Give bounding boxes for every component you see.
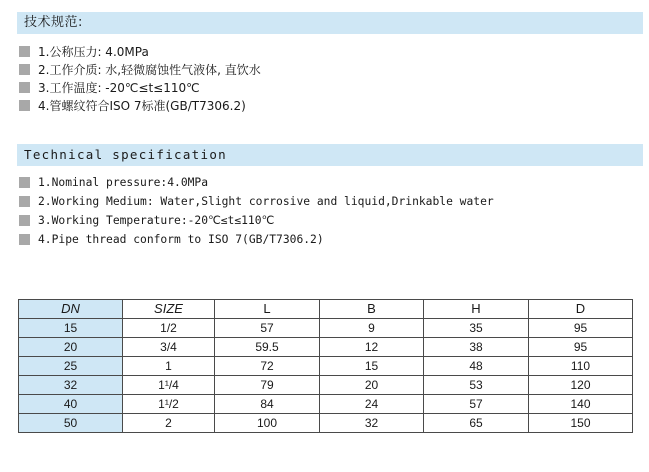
cell-size: 1¹/2 <box>123 395 215 414</box>
spec-text: 1.Nominal pressure:4.0MPa <box>38 176 209 189</box>
cell-size: 1/2 <box>123 319 215 338</box>
cell-dn: 40 <box>19 395 123 414</box>
spec-text: 4.管螺纹符合ISO 7标准(GB/T7306.2) <box>38 98 246 113</box>
cell-b: 32 <box>320 414 424 433</box>
table-row <box>19 395 633 414</box>
square-bullet-icon <box>19 215 30 226</box>
cell-b: 24 <box>320 395 424 414</box>
square-bullet-icon <box>19 177 30 188</box>
cell-h: 53 <box>424 376 529 395</box>
cell-l: 72 <box>215 357 320 376</box>
table-row <box>19 357 633 376</box>
cell-l: 100 <box>215 414 320 433</box>
list-item <box>19 211 494 230</box>
list-item <box>19 96 261 114</box>
table-row <box>19 414 633 433</box>
cell-dn: 32 <box>19 376 123 395</box>
header-size: SIZE <box>123 300 215 319</box>
cell-dn: 50 <box>19 414 123 433</box>
header-l: L <box>215 300 320 319</box>
dimension-table <box>18 299 633 433</box>
square-bullet-icon <box>19 64 30 75</box>
cell-l: 59.5 <box>215 338 320 357</box>
cell-h: 57 <box>424 395 529 414</box>
cell-dn: 15 <box>19 319 123 338</box>
square-bullet-icon <box>19 100 30 111</box>
cn-section-title: 技术规范: <box>17 12 643 34</box>
spec-text: 1.公称压力: 4.0MPa <box>38 44 149 59</box>
spec-text: 3.工作温度: -20℃≤t≤110℃ <box>38 80 200 95</box>
spec-text: 2.工作介质: 水,轻微腐蚀性气液体, 直饮水 <box>38 62 261 77</box>
cell-h: 48 <box>424 357 529 376</box>
list-item <box>19 78 261 96</box>
header-d: D <box>529 300 633 319</box>
cell-l: 57 <box>215 319 320 338</box>
square-bullet-icon <box>19 234 30 245</box>
table-row <box>19 319 633 338</box>
table-row <box>19 376 633 395</box>
cell-d: 95 <box>529 319 633 338</box>
header-dn: DN <box>19 300 123 319</box>
square-bullet-icon <box>19 196 30 207</box>
spec-text: 4.Pipe thread conform to ISO 7(GB/T7306.2) <box>38 233 324 246</box>
cell-d: 110 <box>529 357 633 376</box>
cell-l: 84 <box>215 395 320 414</box>
cell-d: 95 <box>529 338 633 357</box>
square-bullet-icon <box>19 46 30 57</box>
cell-size: 1 <box>123 357 215 376</box>
cell-h: 38 <box>424 338 529 357</box>
list-item <box>19 42 261 60</box>
cell-d: 150 <box>529 414 633 433</box>
cell-d: 140 <box>529 395 633 414</box>
spec-text: 3.Working Temperature:-20℃≤t≤110℃ <box>38 214 275 227</box>
cell-dn: 25 <box>19 357 123 376</box>
cell-dn: 20 <box>19 338 123 357</box>
cell-size: 1¹/4 <box>123 376 215 395</box>
en-spec-list <box>19 173 494 249</box>
cn-spec-list <box>19 42 261 114</box>
en-section-title: Technical specification <box>17 144 643 166</box>
cell-b: 15 <box>320 357 424 376</box>
cell-h: 35 <box>424 319 529 338</box>
cell-size: 3/4 <box>123 338 215 357</box>
header-h: H <box>424 300 529 319</box>
cell-b: 12 <box>320 338 424 357</box>
cell-h: 65 <box>424 414 529 433</box>
header-b: B <box>320 300 424 319</box>
cell-b: 20 <box>320 376 424 395</box>
list-item <box>19 60 261 78</box>
square-bullet-icon <box>19 82 30 93</box>
table-header-row <box>19 300 633 319</box>
cell-l: 79 <box>215 376 320 395</box>
list-item <box>19 173 494 192</box>
table-row <box>19 338 633 357</box>
cell-d: 120 <box>529 376 633 395</box>
list-item <box>19 192 494 211</box>
cell-size: 2 <box>123 414 215 433</box>
spec-text: 2.Working Medium: Water,Slight corrosive and liquid,Drinkable water <box>38 195 494 208</box>
cell-b: 9 <box>320 319 424 338</box>
list-item <box>19 230 494 249</box>
